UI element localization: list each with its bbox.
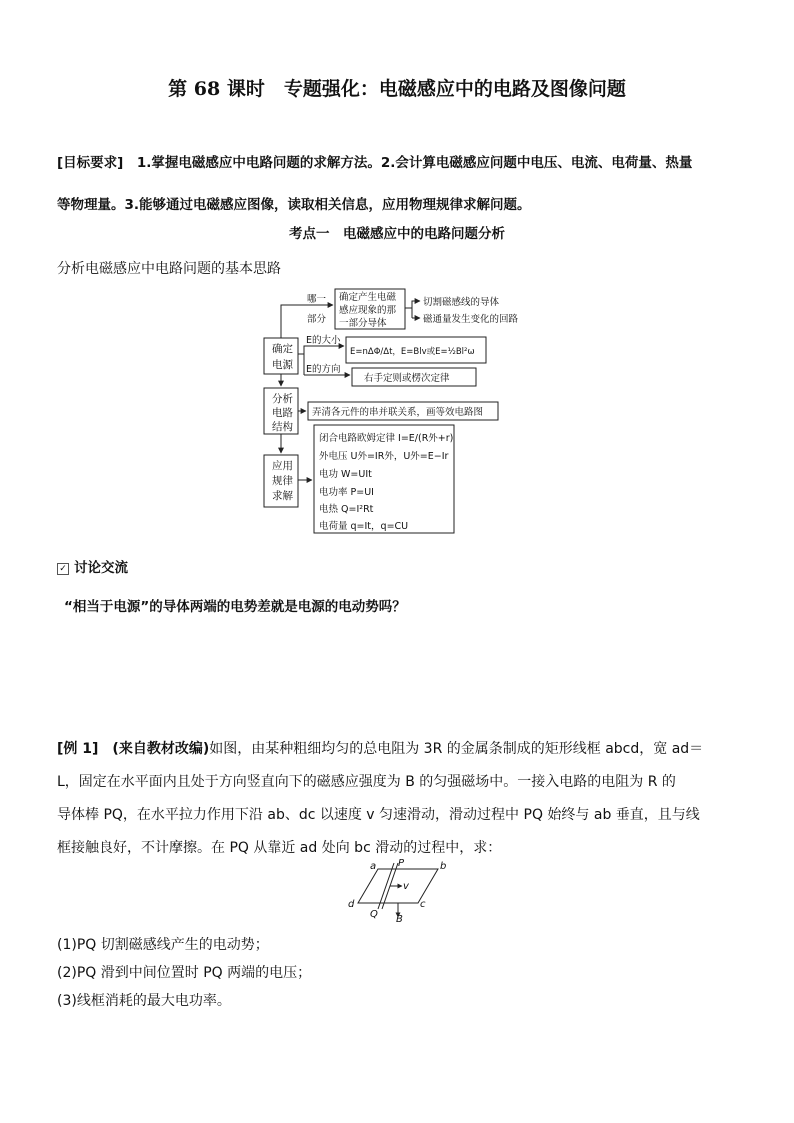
e-dir-label: E的方向 [306, 364, 341, 375]
label-c: c [420, 899, 426, 910]
example-line-3: 导体棒 PQ，在水平拉力作用下沿 ab、dc 以速度 v 匀速滑动，滑动过程中 PQ 始终与 ab 垂直，且与线 [57, 807, 700, 823]
law-voltage: 外电压 U外=IR外，U外=E−Ir [319, 451, 449, 462]
which-part-1: 哪一 [307, 294, 327, 305]
law-power: 电功率 P=UI [319, 487, 374, 498]
example-line-1: 如图，由某种粗细均匀的总电阻为 3R 的金属条制成的矩形线框 abcd，宽 ad＝ [209, 741, 704, 757]
find-conductor-2: 感应现象的那 [339, 305, 397, 316]
law-charge: 电荷量 q=It，q=CU [319, 521, 409, 532]
structure-text: 弄清各元件的串并联关系，画等效电路图 [312, 407, 484, 418]
label-Q: Q [370, 909, 378, 920]
box-apply-line2: 规律 [272, 475, 293, 487]
page-title: 第 68 课时 专题强化：电磁感应中的电路及图像问题 [168, 78, 626, 100]
law-heat: 电热 Q=I²Rt [319, 504, 374, 515]
flowchart [0, 0, 794, 540]
box-source-line2: 电源 [272, 359, 293, 371]
label-a: a [370, 861, 377, 872]
example-line-4: 框接触良好，不计摩擦。在 PQ 从靠近 ad 处向 bc 滑动的过程中，求： [57, 840, 502, 856]
goals-text-1: 1.掌握电磁感应中电路问题的求解方法。2.会计算电磁感应问题中电压、电流、电荷量、热量 [136, 155, 693, 171]
goals-label: [目标要求] [57, 155, 124, 171]
find-conductor-1: 确定产生电磁 [339, 292, 397, 303]
box-apply-line1: 应用 [272, 460, 293, 472]
example-line-2: L，固定在水平面内且处于方向竖直向下的磁感应强度为 B 的匀强磁场中。一接入电路的电阻为 R 的 [57, 774, 676, 790]
discussion-header [57, 556, 128, 576]
label-b: b [440, 861, 447, 872]
box-structure-line1: 分析 [272, 393, 293, 405]
label-P: P [398, 858, 405, 869]
label-B: B [396, 914, 403, 923]
subquestion-2: (2)PQ 滑到中间位置时 PQ 两端的电压； [57, 965, 312, 981]
example-figure [340, 855, 450, 923]
e-formula: E=nΔΦ/Δt，E=Blv或E=½Bl²ω [350, 347, 475, 357]
label-d: d [348, 899, 355, 910]
box-source-line1: 确定 [272, 343, 293, 355]
box-apply-line3: 求解 [272, 490, 293, 502]
subquestion-1: (1)PQ 切割磁感线产生的电动势； [57, 937, 269, 953]
branch-flux: 磁通量发生变化的回路 [423, 314, 519, 325]
box-structure-line2: 电路 [272, 407, 293, 419]
goals-text-2: 等物理量。3.能够通过电磁感应图像，读取相关信息，应用物理规律求解问题。 [57, 197, 531, 213]
law-ohm: 闭合电路欧姆定律 I=E/(R外+r) [319, 433, 454, 444]
law-work: 电功 W=UIt [319, 469, 372, 480]
discussion-question: “相当于电源”的导体两端的电势差就是电源的电动势吗？ [64, 599, 406, 615]
box-structure-line3: 结构 [272, 421, 293, 433]
section-title: 考点一 电磁感应中的电路问题分析 [289, 226, 505, 242]
subquestion-3: (3)线框消耗的最大电功率。 [57, 993, 231, 1009]
branch-cutting: 切割磁感线的导体 [423, 297, 500, 308]
find-conductor-3: 一部分导体 [339, 318, 387, 329]
discussion-label: 讨论交流 [74, 560, 128, 576]
e-size-label: E的大小 [306, 335, 341, 346]
label-v: v [403, 881, 409, 892]
example-1 [57, 733, 739, 865]
example-tag: [例 1] [57, 741, 99, 757]
which-part-2: 部分 [307, 314, 327, 325]
section-intro: 分析电磁感应中电路问题的基本思路 [57, 261, 281, 277]
example-source: (来自教材改编) [112, 741, 210, 757]
check-icon: ✓ [57, 563, 69, 575]
e-dir-rule: 右手定则或楞次定律 [364, 373, 450, 384]
